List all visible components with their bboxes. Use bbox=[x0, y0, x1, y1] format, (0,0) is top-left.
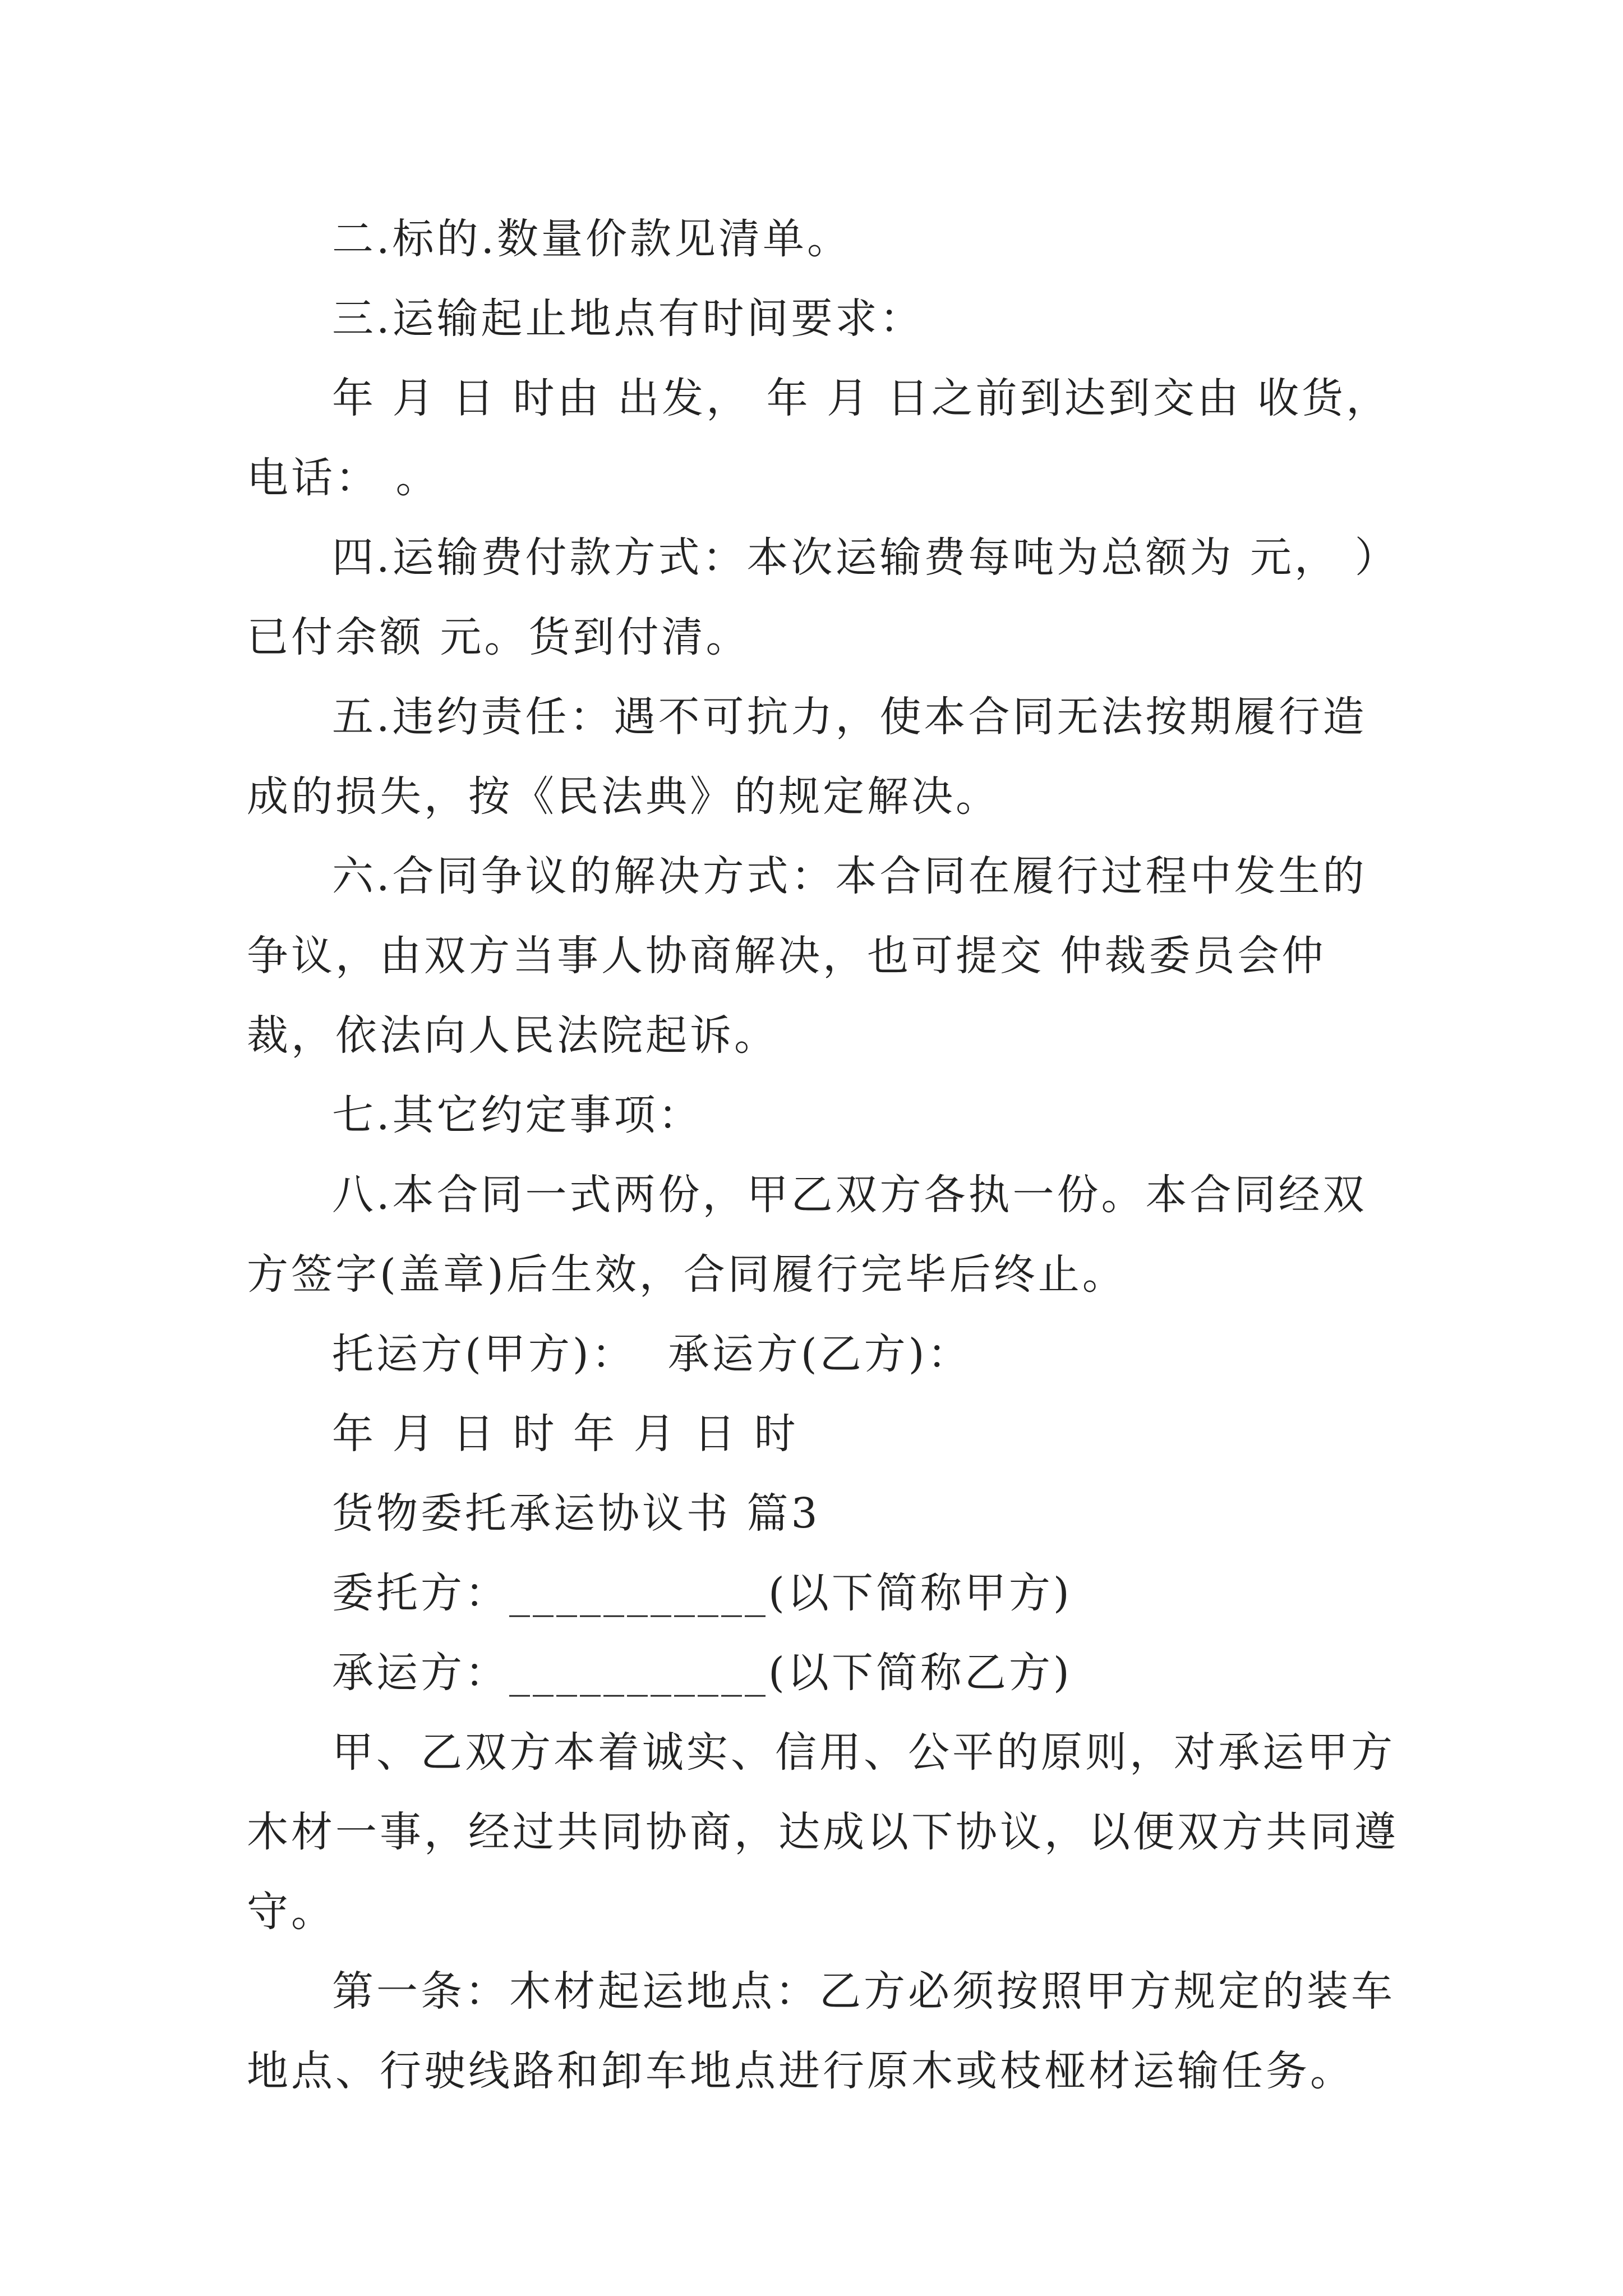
client-line: 委托方：___________(以下简称甲方) bbox=[332, 1569, 1072, 1617]
clause-5: 五.违约责任：遇不可抗力，使本合同无法按期履行造成的损失，按《民法典》的规定解决。 bbox=[247, 693, 1367, 821]
clause-2: 二.标的.数量价款见清单。 bbox=[332, 215, 852, 263]
document-body bbox=[247, 199, 1402, 2111]
signature-parties: 托运方(甲方)： 承运方(乙方)： bbox=[332, 1330, 972, 1378]
article-1: 第一条：木材起运地点：乙方必须按照甲方规定的装车地点、行驶线路和卸车地点进行原木或枝桠材运输任务。 bbox=[247, 1967, 1395, 2095]
clause-4: 四.运输费付款方式：本次运输费每吨为总额为 元， ）已付余额 元。货到付清。 bbox=[247, 533, 1399, 661]
section-title: 货物委托承运协议书 篇3 bbox=[332, 1489, 820, 1538]
carrier-line: 承运方：___________(以下简称乙方) bbox=[332, 1649, 1072, 1697]
clause-3-detail: 年 月 日 时由 出发， 年 月 日之前到达到交由 收货，电话： 。 bbox=[247, 374, 1391, 502]
clause-7: 七.其它约定事项： bbox=[332, 1091, 703, 1139]
clause-3-heading: 三.运输起止地点有时间要求： bbox=[332, 295, 924, 343]
clause-8: 八.本合同一式两份，甲乙双方各执一份。本合同经双方签字(盖章)后生效，合同履行完毕后终止。 bbox=[247, 1171, 1367, 1299]
agreement-preamble: 甲、乙双方本着诚实、信用、公平的原则，对承运甲方木材一事，经过共同协商，达成以下协议，以便双方共同遵守。 bbox=[247, 1728, 1399, 1936]
clause-6: 六.合同争议的解决方式：本合同在履行过程中发生的争议，由双方当事人协商解决，也可提交 仲裁委员会仲裁，依法向人民法院起诉。 bbox=[247, 852, 1367, 1060]
signature-dates: 年 月 日 时 年 月 日 时 bbox=[332, 1410, 799, 1458]
